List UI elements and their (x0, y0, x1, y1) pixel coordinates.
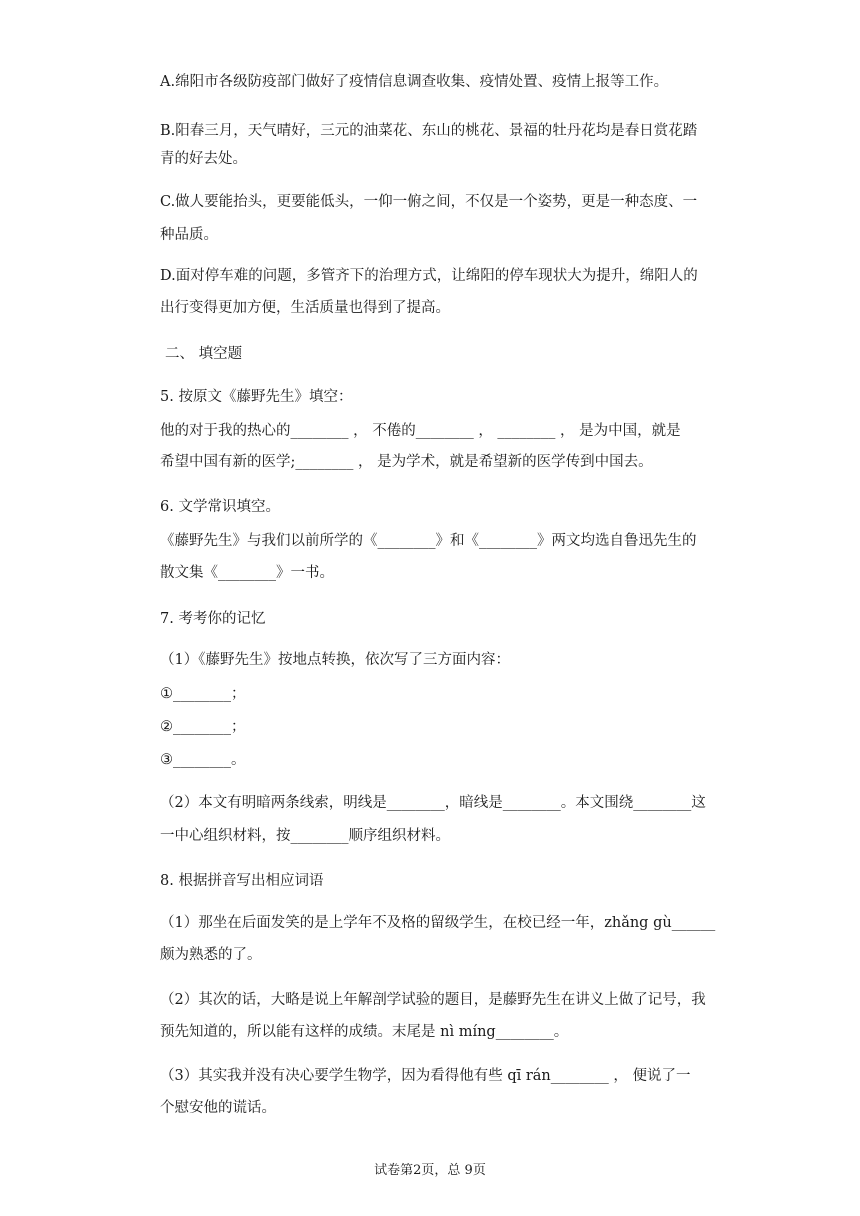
page-footer: 试卷第2页，总 9页 (374, 1163, 486, 1178)
question-8-part-3-line-2: 个慰安他的谎话。 (160, 1100, 276, 1116)
question-8-part-2-line-2: 预先知道的，所以能有这样的成绩。末尾是 nì míng________。 (160, 1024, 569, 1040)
question-7-title: 7. 考考你的记忆 (160, 611, 266, 627)
question-8-part-3-line-1: （3）其实我并没有决心要学生物学，因为看得他有些 qī rán________ ， 便说了一 (160, 1068, 691, 1084)
question-7-part-1: （1）《藤野先生》按地点转换，依次写了三方面内容： (160, 652, 510, 668)
option-c-line-2: 种品质。 (160, 227, 218, 243)
option-d-line-2: 出行变得更加方便，生活质量也得到了提高。 (160, 300, 450, 316)
option-d-line-1: D.面对停车难的问题，多管齐下的治理方式，让绵阳的停车现状大为提升，绵阳人的 (160, 268, 698, 284)
question-7-part-1-item-3: ③________。 (160, 752, 246, 768)
question-5-title: 5. 按原文《藤野先生》填空： (160, 389, 353, 405)
section-title: 二、 填空题 (165, 346, 243, 362)
question-8-title: 8. 根据拼音写出相应词语 (160, 873, 324, 889)
option-b-line-2: 青的好去处。 (160, 151, 247, 167)
question-6-line-2: 散文集《________》一书。 (160, 565, 334, 581)
question-6-line-1: 《藤野先生》与我们以前所学的《________》和《________》两文均选自鲁迅先生的 (160, 533, 697, 549)
question-8-part-2-line-1: （2）其次的话，大略是说上年解剖学试验的题目，是藤野先生在讲义上做了记号，我 (160, 992, 706, 1008)
option-b-line-1: B.阳春三月，天气晴好，三元的油菜花、东山的桃花、景福的牡丹花均是春日赏花踏 (160, 123, 698, 139)
question-7-part-1-item-2: ②________； (160, 719, 246, 735)
option-c-line-1: C.做人要能抬头，更要能低头，一仰一俯之间，不仅是一个姿势，更是一种态度、一 (160, 194, 698, 210)
question-7-part-2-line-1: （2）本文有明暗两条线索，明线是________，暗线是________。本文围绕________这 (160, 795, 706, 811)
question-5-line-1: 他的对于我的热心的________ ， 不倦的________ ， ________ ， 是为中国，就是 (160, 423, 681, 439)
question-6-title: 6. 文学常识填空。 (160, 499, 280, 515)
question-8-part-1-line-2: 颇为熟悉的了。 (160, 947, 262, 963)
question-8-part-1-line-1: （1）那坐在后面发笑的是上学年不及格的留级学生，在校已经一年，zhǎng gù______ (160, 915, 716, 931)
question-7-part-1-item-1: ①________； (160, 686, 246, 702)
option-a-line-1: A.绵阳市各级防疫部门做好了疫情信息调查收集、疫情处置、疫情上报等工作。 (160, 74, 669, 90)
question-5-line-2: 希望中国有新的医学;________ ， 是为学术，就是希望新的医学传到中国去。 (160, 454, 653, 470)
question-7-part-2-line-2: 一中心组织材料，按________顺序组织材料。 (160, 828, 450, 844)
